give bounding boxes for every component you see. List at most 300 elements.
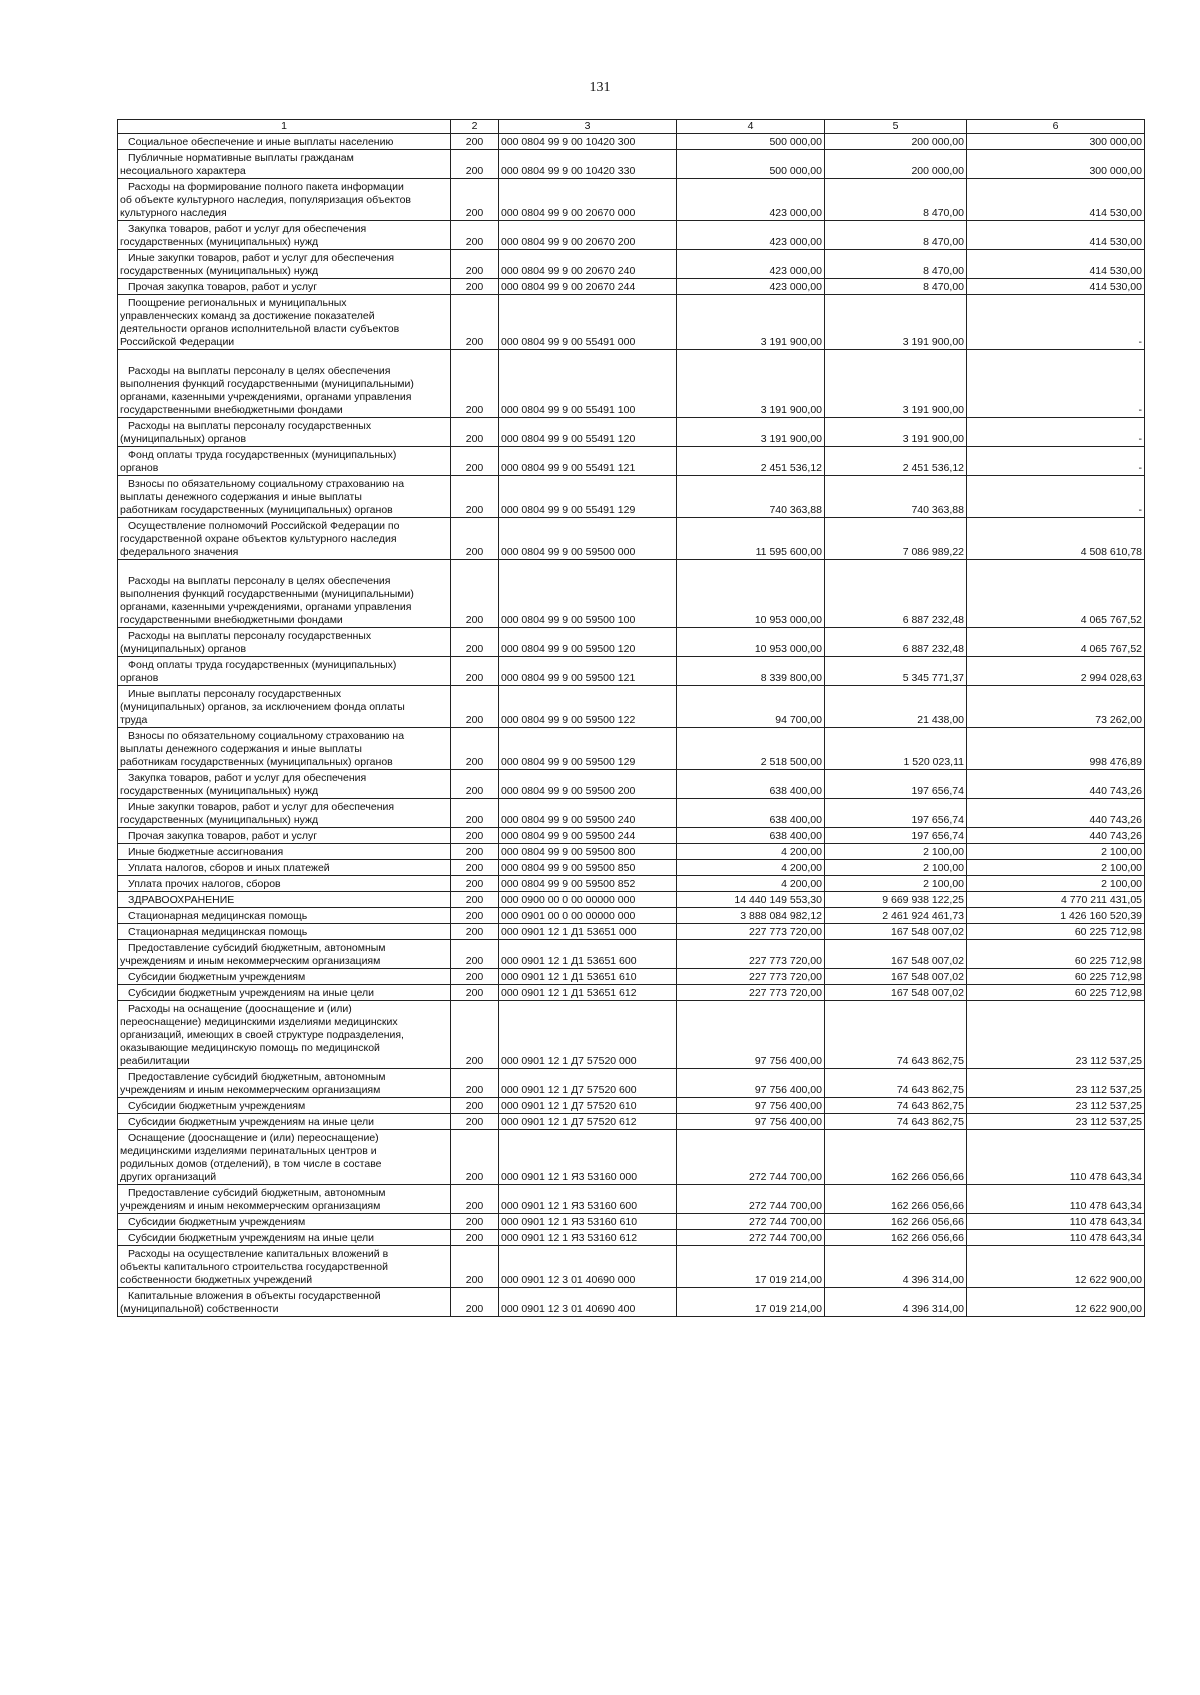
header-col-6: 6: [967, 120, 1145, 134]
row-name-line: работникам государственных (муниципальных) органов: [120, 756, 393, 768]
row-code: 200: [451, 1185, 499, 1214]
row-col-5: 74 643 862,75: [825, 1114, 967, 1130]
row-col-4: 3 888 084 982,12: [677, 908, 825, 924]
row-name-line: [120, 562, 448, 575]
row-col-6: 4 065 767,52: [967, 628, 1145, 657]
row-kbk: 000 0804 99 9 00 59500 852: [499, 876, 677, 892]
row-name-line: Субсидии бюджетным учреждениям: [128, 971, 306, 983]
row-kbk: 000 0901 12 1 Я3 53160 612: [499, 1230, 677, 1246]
row-col-5: 2 100,00: [825, 844, 967, 860]
row-name-line: Российской Федерации: [120, 336, 235, 348]
row-col-4: 14 440 149 553,30: [677, 892, 825, 908]
row-col-6: 60 225 712,98: [967, 985, 1145, 1001]
row-col-5: 6 887 232,48: [825, 560, 967, 628]
row-name-line: (муниципальных) органов: [120, 433, 247, 445]
table-row: [118, 924, 1145, 940]
row-kbk: 000 0804 99 9 00 20670 200: [499, 221, 677, 250]
table-row: [118, 560, 1145, 628]
row-name-line: работникам государственных (муниципальных) органов: [120, 504, 393, 516]
row-col-5: 5 345 771,37: [825, 657, 967, 686]
row-name-line: органов: [120, 462, 159, 474]
row-code: 200: [451, 728, 499, 770]
table-row: [118, 1114, 1145, 1130]
row-col-4: 423 000,00: [677, 250, 825, 279]
row-col-5: 2 461 924 461,73: [825, 908, 967, 924]
row-col-6: 110 478 643,34: [967, 1230, 1145, 1246]
row-name-line: оказывающие медицинскую помощь по медицинской: [120, 1042, 380, 1054]
row-col-6: 300 000,00: [967, 150, 1145, 179]
row-name: [118, 924, 451, 940]
row-col-4: 638 400,00: [677, 828, 825, 844]
row-code: 200: [451, 250, 499, 279]
table-row: [118, 1288, 1145, 1317]
row-name: [118, 657, 451, 686]
row-col-6: 60 225 712,98: [967, 940, 1145, 969]
row-col-6: 12 622 900,00: [967, 1288, 1145, 1317]
row-col-4: 3 191 900,00: [677, 295, 825, 350]
table-row: [118, 1098, 1145, 1114]
row-name: [118, 476, 451, 518]
row-name-line: Социальное обеспечение и иные выплаты населению: [128, 136, 394, 148]
row-name-line: медицинскими изделиями перинатальных центров и: [120, 1145, 377, 1157]
table-row: [118, 476, 1145, 518]
row-kbk: 000 0804 99 9 00 59500 129: [499, 728, 677, 770]
row-col-5: 2 100,00: [825, 860, 967, 876]
table-row: [118, 770, 1145, 799]
row-name-line: Предоставление субсидий бюджетным, автономным: [128, 1071, 386, 1083]
table-row: [118, 892, 1145, 908]
row-kbk: 000 0804 99 9 00 59500 120: [499, 628, 677, 657]
row-name-line: учреждениям и иным некоммерческим организациям: [120, 1200, 381, 1212]
row-col-6: 300 000,00: [967, 134, 1145, 150]
row-col-4: 2 518 500,00: [677, 728, 825, 770]
table-row: [118, 1130, 1145, 1185]
row-col-4: 272 744 700,00: [677, 1130, 825, 1185]
row-name-line: культурного наследия: [120, 207, 227, 219]
row-name-line: об объекте культурного наследия, популяризация объектов: [120, 194, 411, 206]
row-col-5: 2 100,00: [825, 876, 967, 892]
row-col-6: 440 743,26: [967, 770, 1145, 799]
row-name: [118, 1098, 451, 1114]
row-col-5: 21 438,00: [825, 686, 967, 728]
row-code: 200: [451, 221, 499, 250]
row-kbk: 000 0804 99 9 00 55491 100: [499, 350, 677, 418]
row-col-4: 97 756 400,00: [677, 1069, 825, 1098]
row-name-line: учреждениям и иным некоммерческим организациям: [120, 1084, 381, 1096]
row-name: [118, 279, 451, 295]
table-row: [118, 250, 1145, 279]
row-col-6: -: [967, 350, 1145, 418]
row-col-4: 3 191 900,00: [677, 418, 825, 447]
table-row: [118, 221, 1145, 250]
row-col-5: 6 887 232,48: [825, 628, 967, 657]
row-name: [118, 876, 451, 892]
row-name-line: Осуществление полномочий Российской Федерации по: [128, 520, 400, 532]
row-col-5: 740 363,88: [825, 476, 967, 518]
row-kbk: 000 0804 99 9 00 20670 000: [499, 179, 677, 221]
row-kbk: 000 0901 12 1 Д7 57520 000: [499, 1001, 677, 1069]
row-kbk: 000 0804 99 9 00 10420 330: [499, 150, 677, 179]
row-name: [118, 1001, 451, 1069]
row-col-4: 97 756 400,00: [677, 1098, 825, 1114]
row-name-line: Расходы на выплаты персоналу в целях обеспечения: [128, 575, 391, 587]
row-name-line: выплаты денежного содержания и иные выплаты: [120, 743, 362, 755]
table-row: [118, 628, 1145, 657]
table-body: [118, 134, 1145, 1317]
table-row: [118, 940, 1145, 969]
row-kbk: 000 0804 99 9 00 20670 244: [499, 279, 677, 295]
table-row: [118, 828, 1145, 844]
row-name-line: Субсидии бюджетным учреждениям: [128, 1100, 306, 1112]
table-row: [118, 860, 1145, 876]
row-name-line: (муниципальных) органов, за исключением фонда оплаты: [120, 701, 405, 713]
row-name-line: Предоставление субсидий бюджетным, автономным: [128, 1187, 386, 1199]
row-col-6: 23 112 537,25: [967, 1114, 1145, 1130]
row-code: 200: [451, 1214, 499, 1230]
row-name-line: других организаций: [120, 1171, 217, 1183]
row-col-6: 73 262,00: [967, 686, 1145, 728]
row-col-6: 23 112 537,25: [967, 1001, 1145, 1069]
row-name: [118, 134, 451, 150]
row-col-5: 4 396 314,00: [825, 1246, 967, 1288]
row-col-4: 227 773 720,00: [677, 940, 825, 969]
row-col-4: 2 451 536,12: [677, 447, 825, 476]
row-name-line: Закупка товаров, работ и услуг для обеспечения: [128, 223, 367, 235]
row-name-line: организаций, имеющих в своей структуре подразделения,: [120, 1029, 404, 1041]
row-name: [118, 844, 451, 860]
row-code: 200: [451, 799, 499, 828]
row-code: 200: [451, 560, 499, 628]
table-row: [118, 876, 1145, 892]
row-name-line: Взносы по обязательному социальному страхованию на: [128, 478, 405, 490]
row-kbk: 000 0804 99 9 00 59500 244: [499, 828, 677, 844]
row-code: 200: [451, 134, 499, 150]
row-name-line: Субсидии бюджетным учреждениям на иные цели: [128, 987, 374, 999]
table-row: [118, 150, 1145, 179]
row-col-6: 2 100,00: [967, 860, 1145, 876]
row-name: [118, 250, 451, 279]
row-code: 200: [451, 1130, 499, 1185]
row-name: [118, 1230, 451, 1246]
row-name-line: органами, казенными учреждениями, органами управления: [120, 601, 412, 613]
row-kbk: 000 0804 99 9 00 59500 000: [499, 518, 677, 560]
row-col-4: 4 200,00: [677, 844, 825, 860]
row-name-line: Предоставление субсидий бюджетным, автономным: [128, 942, 386, 954]
row-col-5: 162 266 056,66: [825, 1230, 967, 1246]
row-name-line: органов: [120, 672, 159, 684]
row-name-line: государственными внебюджетными фондами: [120, 614, 343, 626]
row-kbk: 000 0804 99 9 00 59500 122: [499, 686, 677, 728]
row-name: [118, 560, 451, 628]
row-name-line: (муниципальной) собственности: [120, 1303, 279, 1315]
row-col-5: 3 191 900,00: [825, 350, 967, 418]
row-col-6: 12 622 900,00: [967, 1246, 1145, 1288]
row-name-line: управленческих команд за достижение показателей: [120, 310, 375, 322]
row-col-5: 8 470,00: [825, 279, 967, 295]
row-col-5: 167 548 007,02: [825, 985, 967, 1001]
row-code: 200: [451, 969, 499, 985]
row-col-4: 97 756 400,00: [677, 1114, 825, 1130]
row-col-5: 162 266 056,66: [825, 1185, 967, 1214]
row-col-5: 2 451 536,12: [825, 447, 967, 476]
row-name-line: Фонд оплаты труда государственных (муниципальных): [128, 659, 397, 671]
row-name-line: труда: [120, 714, 148, 726]
row-name-line: деятельности органов исполнительной власти субъектов: [120, 323, 400, 335]
row-col-6: -: [967, 476, 1145, 518]
table-row: [118, 969, 1145, 985]
row-name-line: Стационарная медицинская помощь: [128, 926, 308, 938]
row-col-6: -: [967, 418, 1145, 447]
row-name-line: Закупка товаров, работ и услуг для обеспечения: [128, 772, 367, 784]
row-col-4: 500 000,00: [677, 134, 825, 150]
table-row: [118, 447, 1145, 476]
row-col-4: 17 019 214,00: [677, 1288, 825, 1317]
row-name: [118, 892, 451, 908]
row-code: 200: [451, 1001, 499, 1069]
row-name-line: переоснащение) медицинскими изделиями медицинских: [120, 1016, 398, 1028]
row-kbk: 000 0804 99 9 00 10420 300: [499, 134, 677, 150]
row-col-4: 740 363,88: [677, 476, 825, 518]
row-col-5: 74 643 862,75: [825, 1098, 967, 1114]
row-col-5: 200 000,00: [825, 150, 967, 179]
row-kbk: 000 0901 12 1 Д7 57520 612: [499, 1114, 677, 1130]
row-code: 200: [451, 686, 499, 728]
row-kbk: 000 0901 12 1 Я3 53160 000: [499, 1130, 677, 1185]
row-kbk: 000 0901 12 1 Д1 53651 600: [499, 940, 677, 969]
row-name-line: ЗДРАВООХРАНЕНИЕ: [128, 894, 235, 906]
row-kbk: 000 0901 00 0 00 00000 000: [499, 908, 677, 924]
row-name: [118, 860, 451, 876]
row-name-line: Публичные нормативные выплаты гражданам: [128, 152, 354, 164]
row-code: 200: [451, 476, 499, 518]
row-col-4: 272 744 700,00: [677, 1230, 825, 1246]
row-name-line: выплаты денежного содержания и иные выплаты: [120, 491, 362, 503]
row-name: [118, 770, 451, 799]
row-code: 200: [451, 350, 499, 418]
row-name: [118, 295, 451, 350]
row-name-line: учреждениям и иным некоммерческим организациям: [120, 955, 381, 967]
row-name-line: выполнения функций государственными (муниципальными): [120, 588, 414, 600]
row-name-line: Расходы на оснащение (дооснащение и (или): [128, 1003, 352, 1015]
row-name: [118, 1214, 451, 1230]
header-col-4: 4: [677, 120, 825, 134]
row-name-line: [120, 352, 448, 365]
row-col-6: 2 994 028,63: [967, 657, 1145, 686]
row-col-4: 638 400,00: [677, 799, 825, 828]
row-col-4: 227 773 720,00: [677, 924, 825, 940]
row-kbk: 000 0901 12 3 01 40690 000: [499, 1246, 677, 1288]
row-col-5: 7 086 989,22: [825, 518, 967, 560]
row-col-6: -: [967, 447, 1145, 476]
row-kbk: 000 0901 12 1 Д7 57520 600: [499, 1069, 677, 1098]
row-col-5: 8 470,00: [825, 221, 967, 250]
row-code: 200: [451, 770, 499, 799]
row-col-5: 74 643 862,75: [825, 1001, 967, 1069]
row-kbk: 000 0804 99 9 00 55491 121: [499, 447, 677, 476]
row-name-line: несоциального характера: [120, 165, 246, 177]
row-code: 200: [451, 1098, 499, 1114]
row-name-line: федерального значения: [120, 546, 239, 558]
row-name: [118, 728, 451, 770]
row-col-6: 110 478 643,34: [967, 1185, 1145, 1214]
row-code: 200: [451, 844, 499, 860]
row-name-line: Стационарная медицинская помощь: [128, 910, 308, 922]
row-kbk: 000 0901 12 1 Д1 53651 612: [499, 985, 677, 1001]
table-row: [118, 518, 1145, 560]
row-name: [118, 1114, 451, 1130]
row-name: [118, 628, 451, 657]
row-col-5: 8 470,00: [825, 179, 967, 221]
row-name-line: государственных (муниципальных) нужд: [120, 814, 319, 826]
row-col-6: 414 530,00: [967, 250, 1145, 279]
row-kbk: 000 0804 99 9 00 55491 120: [499, 418, 677, 447]
table-row: [118, 728, 1145, 770]
row-name-line: Расходы на выплаты персоналу в целях обеспечения: [128, 365, 391, 377]
row-name-line: выполнения функций государственными (муниципальными): [120, 378, 414, 390]
row-code: 200: [451, 657, 499, 686]
row-col-5: 74 643 862,75: [825, 1069, 967, 1098]
row-kbk: 000 0901 12 1 Д1 53651 000: [499, 924, 677, 940]
row-name-line: органами, казенными учреждениями, органами управления: [120, 391, 412, 403]
row-name: [118, 686, 451, 728]
row-code: 200: [451, 628, 499, 657]
row-name: [118, 1069, 451, 1098]
row-name: [118, 1185, 451, 1214]
row-name: [118, 799, 451, 828]
row-col-6: 998 476,89: [967, 728, 1145, 770]
row-name-line: Субсидии бюджетным учреждениям на иные цели: [128, 1116, 374, 1128]
row-col-6: 23 112 537,25: [967, 1069, 1145, 1098]
row-col-6: 414 530,00: [967, 179, 1145, 221]
row-code: 200: [451, 1114, 499, 1130]
row-name: [118, 1246, 451, 1288]
row-col-5: 3 191 900,00: [825, 418, 967, 447]
row-col-5: 4 396 314,00: [825, 1288, 967, 1317]
page-number: 131: [589, 80, 611, 95]
row-name-line: государственных (муниципальных) нужд: [120, 236, 319, 248]
row-code: 200: [451, 295, 499, 350]
row-col-4: 11 595 600,00: [677, 518, 825, 560]
table-row: [118, 1230, 1145, 1246]
row-name: [118, 940, 451, 969]
row-code: 200: [451, 279, 499, 295]
row-code: 200: [451, 828, 499, 844]
row-name: [118, 969, 451, 985]
row-code: 200: [451, 1069, 499, 1098]
row-name-line: Уплата налогов, сборов и иных платежей: [128, 862, 330, 874]
row-kbk: 000 0804 99 9 00 59500 800: [499, 844, 677, 860]
row-col-5: 167 548 007,02: [825, 940, 967, 969]
row-code: 200: [451, 985, 499, 1001]
row-col-4: 94 700,00: [677, 686, 825, 728]
row-name: [118, 908, 451, 924]
table-row: [118, 908, 1145, 924]
header-col-1: 1: [118, 120, 451, 134]
table-row: [118, 134, 1145, 150]
row-name-line: Иные бюджетные ассигнования: [128, 846, 284, 858]
row-code: 200: [451, 908, 499, 924]
row-col-4: 97 756 400,00: [677, 1001, 825, 1069]
row-code: 200: [451, 418, 499, 447]
row-name-line: государственными внебюджетными фондами: [120, 404, 343, 416]
header-col-5: 5: [825, 120, 967, 134]
row-col-4: 8 339 800,00: [677, 657, 825, 686]
row-col-5: 167 548 007,02: [825, 924, 967, 940]
table-row: [118, 1185, 1145, 1214]
row-kbk: 000 0804 99 9 00 59500 100: [499, 560, 677, 628]
row-kbk: 000 0901 12 1 Я3 53160 600: [499, 1185, 677, 1214]
row-name: [118, 1130, 451, 1185]
row-col-4: 4 200,00: [677, 876, 825, 892]
row-col-6: 4 508 610,78: [967, 518, 1145, 560]
row-name-line: Фонд оплаты труда государственных (муниципальных): [128, 449, 397, 461]
row-col-4: 272 744 700,00: [677, 1214, 825, 1230]
row-kbk: 000 0804 99 9 00 59500 240: [499, 799, 677, 828]
table-row: [118, 686, 1145, 728]
row-col-5: 9 669 938 122,25: [825, 892, 967, 908]
row-kbk: 000 0804 99 9 00 59500 850: [499, 860, 677, 876]
row-kbk: 000 0901 12 1 Я3 53160 610: [499, 1214, 677, 1230]
row-col-6: 414 530,00: [967, 279, 1145, 295]
row-name: [118, 418, 451, 447]
table-row: [118, 657, 1145, 686]
row-col-4: 10 953 000,00: [677, 628, 825, 657]
header-row: [118, 120, 1145, 134]
row-name-line: реабилитации: [120, 1055, 190, 1067]
row-name-line: объекты капитального строительства государственной: [120, 1261, 388, 1273]
row-name-line: Иные закупки товаров, работ и услуг для обеспечения: [128, 801, 395, 813]
row-kbk: 000 0804 99 9 00 20670 240: [499, 250, 677, 279]
row-name-line: Оснащение (дооснащение и (или) переоснащение): [128, 1132, 379, 1144]
row-name-line: родильных домов (отделений), в том числе в составе: [120, 1158, 382, 1170]
table-row: [118, 418, 1145, 447]
table-row: [118, 1214, 1145, 1230]
row-col-6: 440 743,26: [967, 799, 1145, 828]
row-code: 200: [451, 1246, 499, 1288]
row-name-line: Расходы на формирование полного пакета информации: [128, 181, 404, 193]
row-col-6: 440 743,26: [967, 828, 1145, 844]
row-name: [118, 221, 451, 250]
table-row: [118, 1069, 1145, 1098]
row-kbk: 000 0901 12 1 Д1 53651 610: [499, 969, 677, 985]
row-name-line: Иные закупки товаров, работ и услуг для обеспечения: [128, 252, 395, 264]
row-name-line: Субсидии бюджетным учреждениям на иные цели: [128, 1232, 374, 1244]
row-col-5: 1 520 023,11: [825, 728, 967, 770]
row-kbk: 000 0804 99 9 00 55491 129: [499, 476, 677, 518]
row-code: 200: [451, 1230, 499, 1246]
row-col-5: 197 656,74: [825, 799, 967, 828]
row-col-6: 414 530,00: [967, 221, 1145, 250]
row-name-line: государственных (муниципальных) нужд: [120, 785, 319, 797]
row-col-4: 3 191 900,00: [677, 350, 825, 418]
table-row: [118, 844, 1145, 860]
row-name: [118, 518, 451, 560]
row-col-6: 110 478 643,34: [967, 1130, 1145, 1185]
row-col-5: 8 470,00: [825, 250, 967, 279]
row-kbk: 000 0901 12 3 01 40690 400: [499, 1288, 677, 1317]
row-name-line: Расходы на осуществление капитальных вложений в: [128, 1248, 389, 1260]
row-name: [118, 985, 451, 1001]
row-name-line: государственных (муниципальных) нужд: [120, 265, 319, 277]
row-col-4: 227 773 720,00: [677, 985, 825, 1001]
row-col-5: 3 191 900,00: [825, 295, 967, 350]
row-name: [118, 447, 451, 476]
row-name-line: Прочая закупка товаров, работ и услуг: [128, 281, 318, 293]
row-name-line: Иные выплаты персоналу государственных: [128, 688, 342, 700]
row-col-6: 110 478 643,34: [967, 1214, 1145, 1230]
row-code: 200: [451, 150, 499, 179]
row-name: [118, 350, 451, 418]
